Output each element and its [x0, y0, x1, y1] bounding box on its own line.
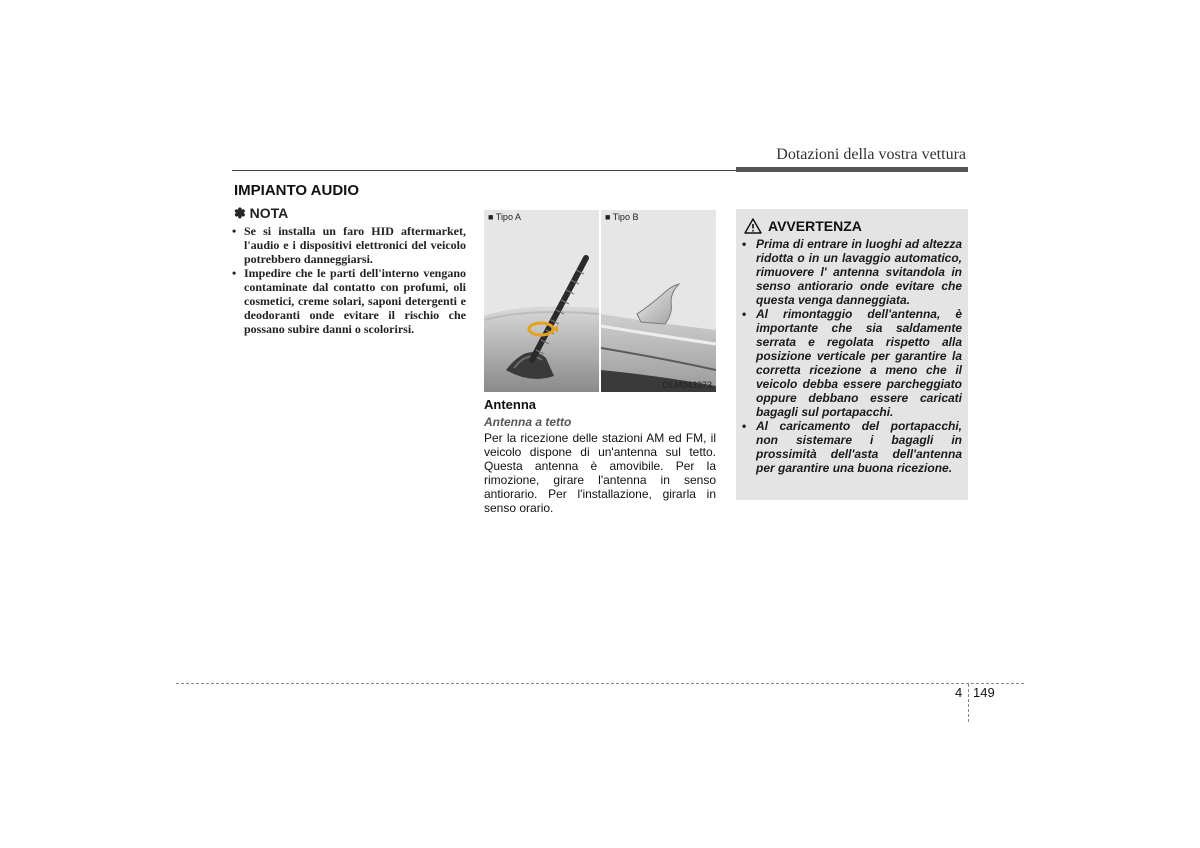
warning-list	[742, 237, 962, 475]
antenna-figure	[484, 210, 716, 392]
footer-divider	[968, 684, 969, 722]
antenna-section	[484, 397, 716, 515]
nota-item: • Impedire che le parti dell'interno vengano contaminate dal contatto con profumi, oli cosmetici, creme solari, saponi detergenti e deodoranti onde evitare il rischio che possano subire danni o scolorirsi.	[232, 266, 466, 336]
header-rule-thick	[736, 167, 968, 172]
warning-header	[744, 218, 862, 234]
column-left	[232, 182, 466, 336]
warning-item: • Prima di entrare in luoghi ad altezza ridotta o in un lavaggio automatico, rimuovere l' antenna svitandola in senso antiorario onde evitare che questa venga danneggiata.	[742, 237, 962, 307]
figure-panel-type-b	[601, 210, 716, 392]
nota-item: • Se si installa un faro HID aftermarket, l'audio e i dispositivi elettronici del veicolo potrebbero danneggiarsi.	[232, 224, 466, 266]
antenna-subtitle: Antenna a tetto	[484, 415, 572, 429]
warning-box	[736, 209, 968, 500]
antenna-body: Per la ricezione delle stazioni AM ed FM, il veicolo dispone di un'antenna sul tetto. Questa antenna è amovibile. Per la rimozione, girare l'antenna in senso antiorario. Per l'installazione, girarla in senso orario.	[484, 431, 716, 515]
section-title: IMPIANTO AUDIO	[234, 182, 360, 199]
running-header-title: Dotazioni della vostra vettura	[776, 146, 966, 163]
header-rule	[232, 170, 736, 171]
page-number: 149	[973, 685, 995, 700]
nota-list	[232, 224, 466, 336]
figure-label-type-a: ■ Tipo A	[488, 212, 521, 222]
shark-fin-antenna-illustration	[601, 210, 716, 392]
chapter-number: 4	[955, 685, 963, 700]
footer-rule	[176, 683, 1024, 684]
figure-label-type-b: ■ Tipo B	[605, 212, 639, 222]
nota-title: ✽ NOTA	[234, 205, 289, 221]
antenna-title: Antenna	[484, 397, 536, 412]
warning-title: AVVERTENZA	[768, 218, 862, 234]
rod-antenna-illustration	[484, 210, 599, 392]
warning-item: • Al caricamento del portapacchi, non sistemare i bagagli in prossimità dell'asta dell'antenna per garantire una buona ricezione.	[742, 419, 962, 475]
warning-triangle-icon	[744, 218, 762, 234]
figure-panel-type-a	[484, 210, 599, 392]
figure-code: OLM043373	[662, 380, 712, 390]
warning-item: • Al rimontaggio dell'antenna, è importante che sia saldamente serrata e regolata rispetto alla posizione verticale per garantire la corretta ricezione a meno che il veicolo debba essere parcheggiato oppure debbano essere caricati bagagli sul portapacchi.	[742, 307, 962, 419]
